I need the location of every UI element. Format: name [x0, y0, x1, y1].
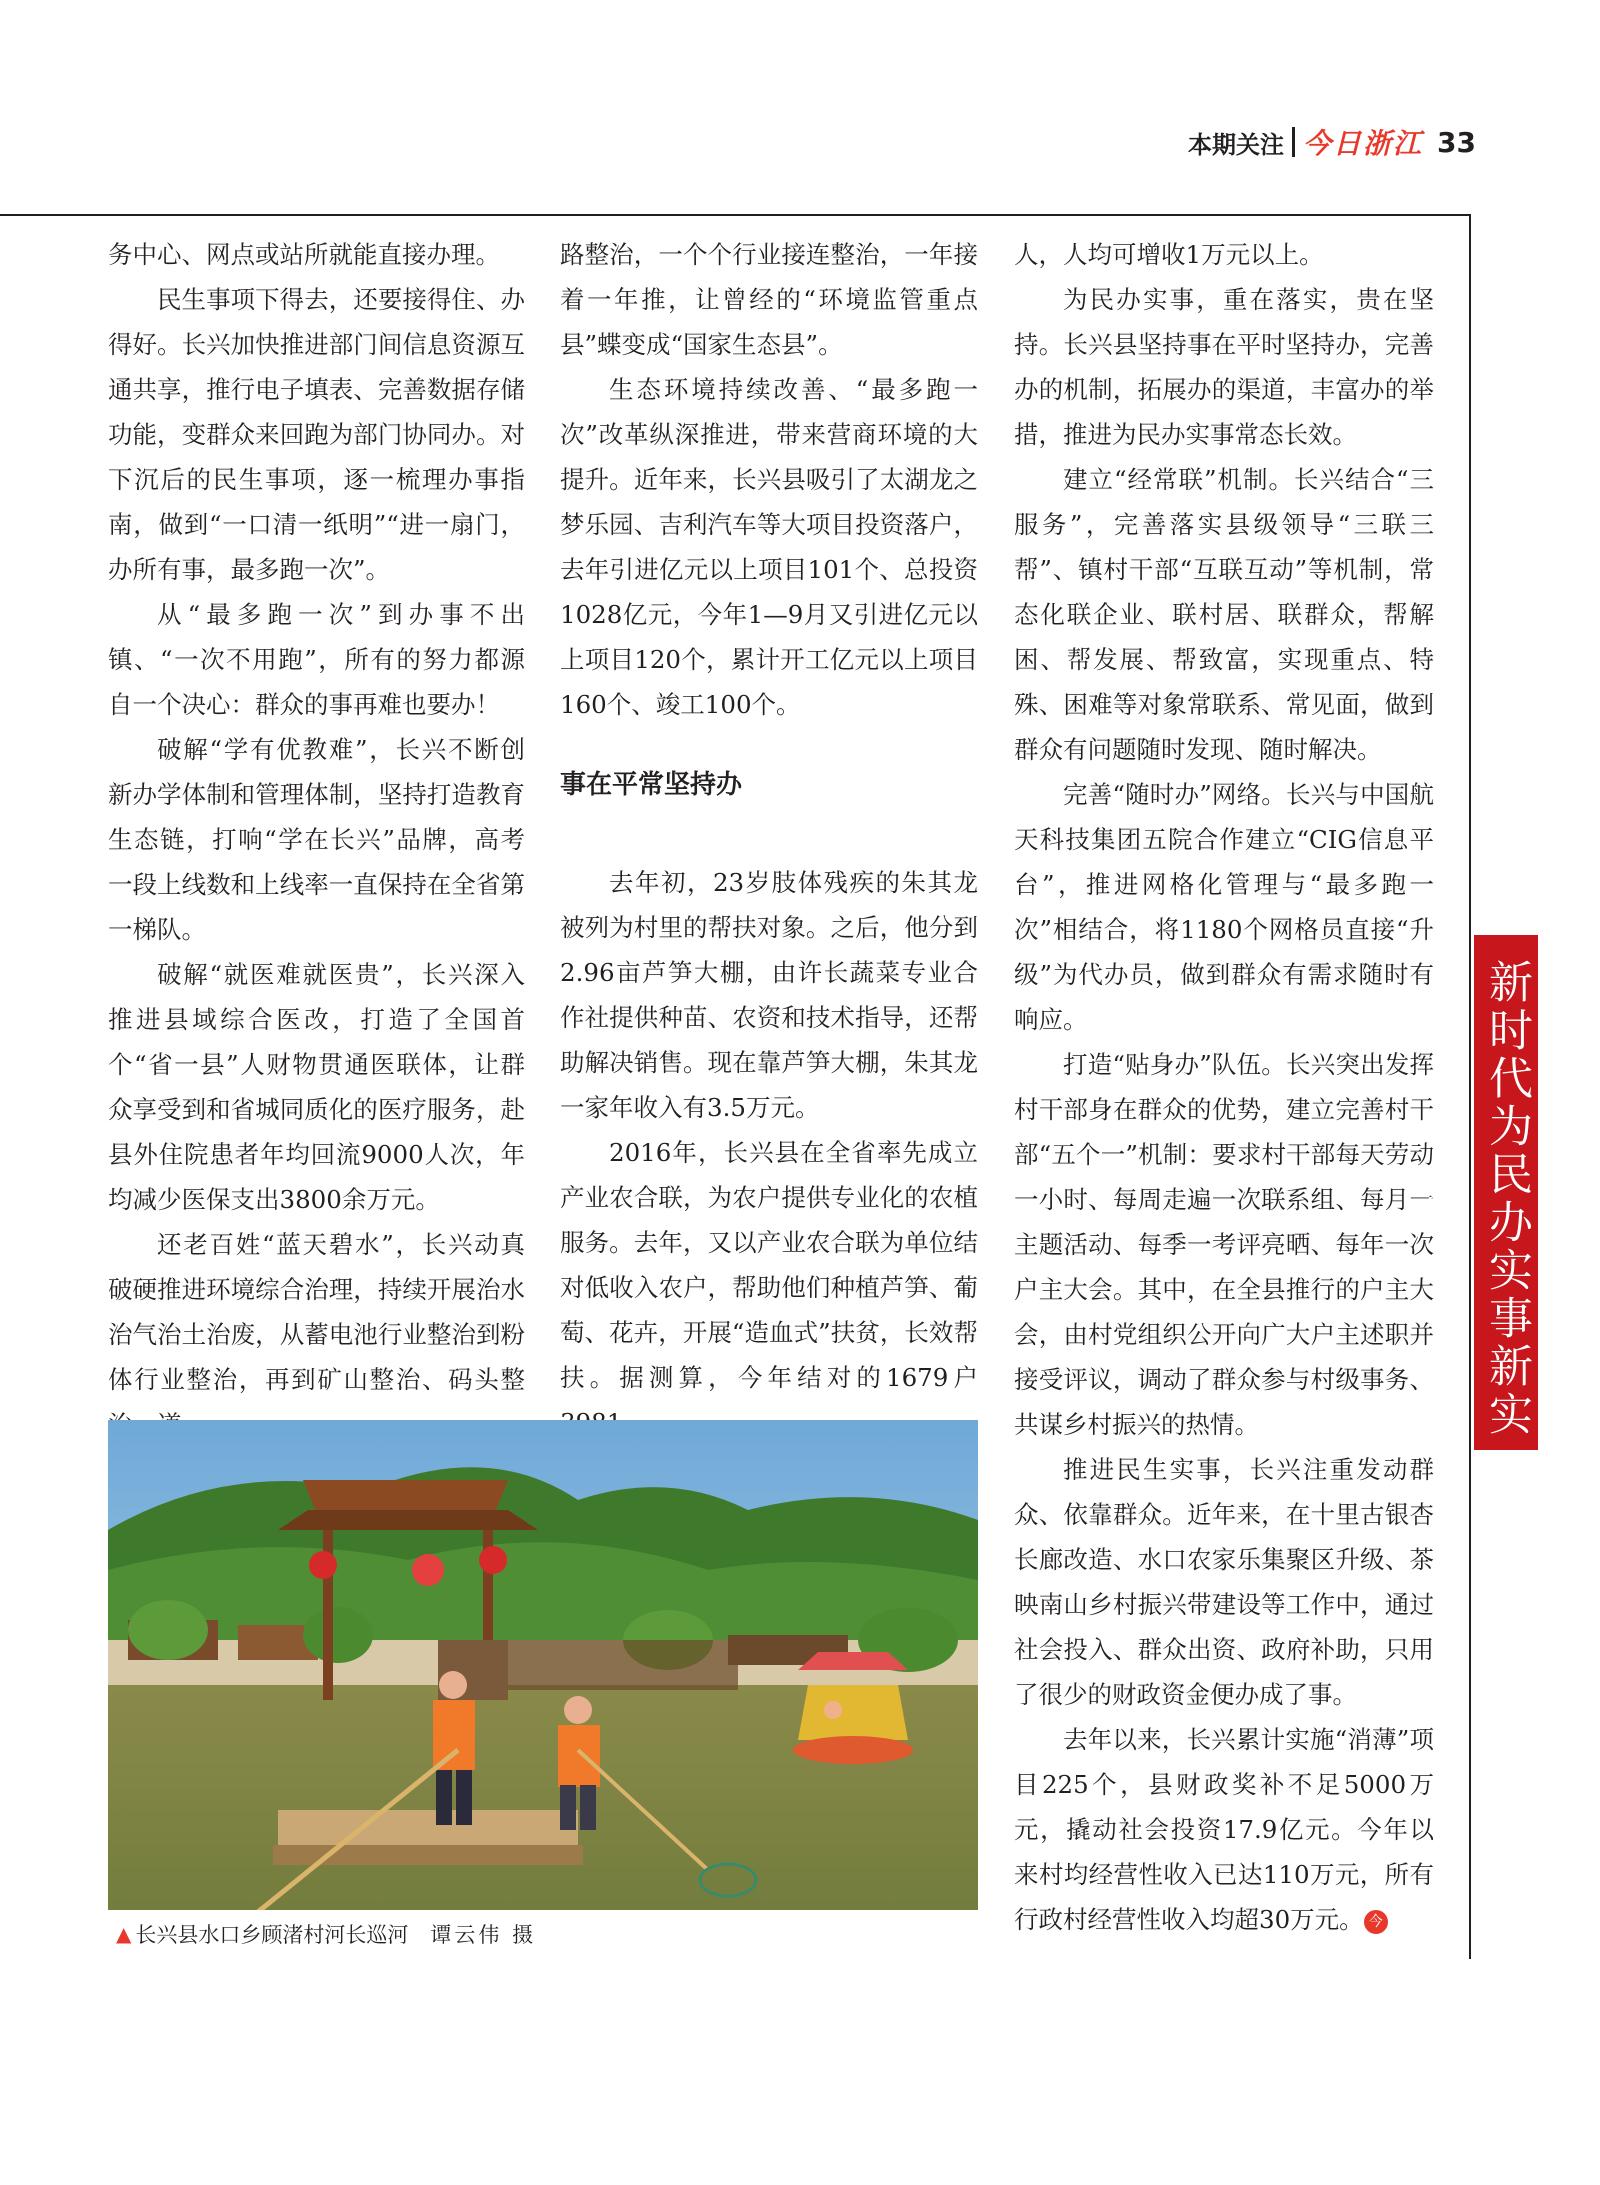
paragraph: 打造“贴身办”队伍。长兴突出发挥村干部身在群众的优势，建立完善村干部“五个一”机制：要求村干部每天劳动一小时、每周走遍一次联系组、每月一主题活动、每季一考评亮晒、每年一次户主大会。其中，在全县推行的户主大会，由村党组织公开向广大户主述职并接受评议，调动了群众参与村级事务、共谋乡村振兴的热情。 [1014, 1050, 1434, 1439]
paragraph: 建立“经常联”机制。长兴结合“三服务”，完善落实县级领导“三联三帮”、镇村干部“互联互动”等机制，常态化联企业、联村居、联群众，帮解困、帮发展、帮致富，实现重点、特殊、困难等对象常联系、常见面，做到群众有问题随时发现、随时解决。 [1014, 465, 1434, 764]
article-column-2 [560, 232, 978, 1445]
right-rule [1469, 214, 1471, 1959]
paragraph: 2016年，长兴县在全省率先成立产业农合联，为农户提供专业化的农植服务。去年，又以产业农合联为单位结对低收入农户，帮助他们种植芦笋、葡萄、花卉，开展“造血式”扶贫，长效帮扶。据测算，今年结对的1679户 [560, 1138, 978, 1392]
paragraph-text: 去年以来，长兴累计实施“消薄”项目225个，县财政奖补不足5000万元，撬动社会投资17.9亿元。今年以来村均经营性收入已达110万元，所有行政村经营性收入均超30万元。 [1014, 1725, 1434, 1934]
section-label: 本期关注 [1188, 130, 1285, 159]
paragraph: 路整治，一个个行业接连整治，一年接着一年推，让曾经的“环境监管重点县”蝶变成“国家生态县”。 [560, 240, 978, 359]
paragraph: 从“最多跑一次”到办事不出镇、“一次不用跑”，所有的努力都源自一个决心：群众的事再难也要办！ [108, 600, 525, 719]
photo-caption [108, 1910, 978, 1958]
paragraph: 务中心、网点或站所就能直接办理。 [108, 240, 500, 269]
page-number: 33 [1437, 125, 1476, 159]
article-column-1 [108, 232, 525, 1447]
header-divider [1292, 127, 1295, 157]
river-patrol-illustration [108, 1420, 978, 1958]
paragraph: 人，人均可增收1万元以上。 [1014, 240, 1324, 269]
photo-credit: 谭云伟 摄 [430, 1923, 537, 1947]
magazine-brand: 今日浙江 [1303, 127, 1424, 160]
paragraph: 完善“随时办”网络。长兴与中国航天科技集团五院合作建立“CIG信息平台”，推进网格化管理与“最多跑一次”相结合，将1180个网格员直接“升级”为代办员，做到群众有需求随时有响应。 [1014, 780, 1434, 1034]
end-mark-icon: 今 [1364, 1910, 1388, 1934]
paragraph: 还老百姓“蓝天碧水”，长兴动真破硬推进环境综合治理，持续开展治水治气治土治废，从蓄电池行业整治到粉体行业整治，再到矿山整治、码头整 [108, 1230, 525, 1394]
paragraph: 民生事项下得去，还要接得住、办得好。长兴加快推进部门间信息资源互通共享，推行电子填表、完善数据存储功能，变群众来回跑为部门协同办。对下沉后的民生事项，逐一梳理办事指南，做到“一口清一纸明”“进一扇门，办所有事，最多跑一次”。 [108, 285, 525, 584]
article-photo [108, 1420, 978, 1958]
paragraph: 破解“就医难就医贵”，长兴深入推进县域综合医改，打造了全国首个“省一县”人财物贯通医联体，让群众享受到和省城同质化的医疗服务，赴县外住院患者年均回流9000人次，年均减少医保支出3800余万元。 [108, 960, 525, 1214]
paragraph: 生态环境持续改善、“最多跑一次”改革纵深推进，带来营商环境的大提升。近年来，长兴县吸引了太湖龙之梦乐园、吉利汽车等大项目投资落户，去年引进亿元以上项目101个、总投资1028亿元，今年1—9月又引进亿元以上项目120个，累计开工亿元以上项目160个、竣工100个。 [560, 375, 978, 719]
paragraph: 为民办实事，重在落实，贵在坚持。长兴县坚持事在平时坚持办，完善办的机制，拓展办的渠道，丰富办的举措，推进为民办实事常态长效。 [1014, 285, 1434, 449]
paragraph [1014, 1717, 1434, 1942]
page-header [1188, 122, 1476, 162]
paragraph: 去年初，23岁肢体残疾的朱其龙被列为村里的帮扶对象。之后，他分到2.96亩芦笋大棚，由许长蔬菜专业合作社提供种苗、农资和技术指导，还帮助解决销售。现在靠芦笋大棚，朱其龙一家年收入有3.5万元。 [560, 868, 978, 1122]
section-subhead: 事在平常坚持办 [560, 770, 743, 800]
paragraph: 推进民生实事，长兴注重发动群众、依靠群众。近年来，在十里古银杏长廊改造、水口农家乐集聚区升级、茶映南山乡村振兴带建设等工作中，通过社会投入、群众出资、政府补助，只用了很少的财政资金便办成了事。 [1014, 1455, 1434, 1709]
caption-triangle-icon: ▲ [116, 1922, 132, 1946]
paragraph: 破解“学有优教难”，长兴不断创新办学体制和管理体制，坚持打造教育生态链，打响“学在长兴”品牌，高考一段上线数和上线率一直保持在全省第一梯队。 [108, 735, 525, 944]
caption-text: 长兴县水口乡顾渚村河长巡河 [135, 1923, 409, 1947]
top-rule [0, 214, 1470, 216]
section-side-tab: 新时代为民办实事新实践 [1474, 935, 1538, 1450]
article-column-3 [1014, 232, 1434, 1942]
